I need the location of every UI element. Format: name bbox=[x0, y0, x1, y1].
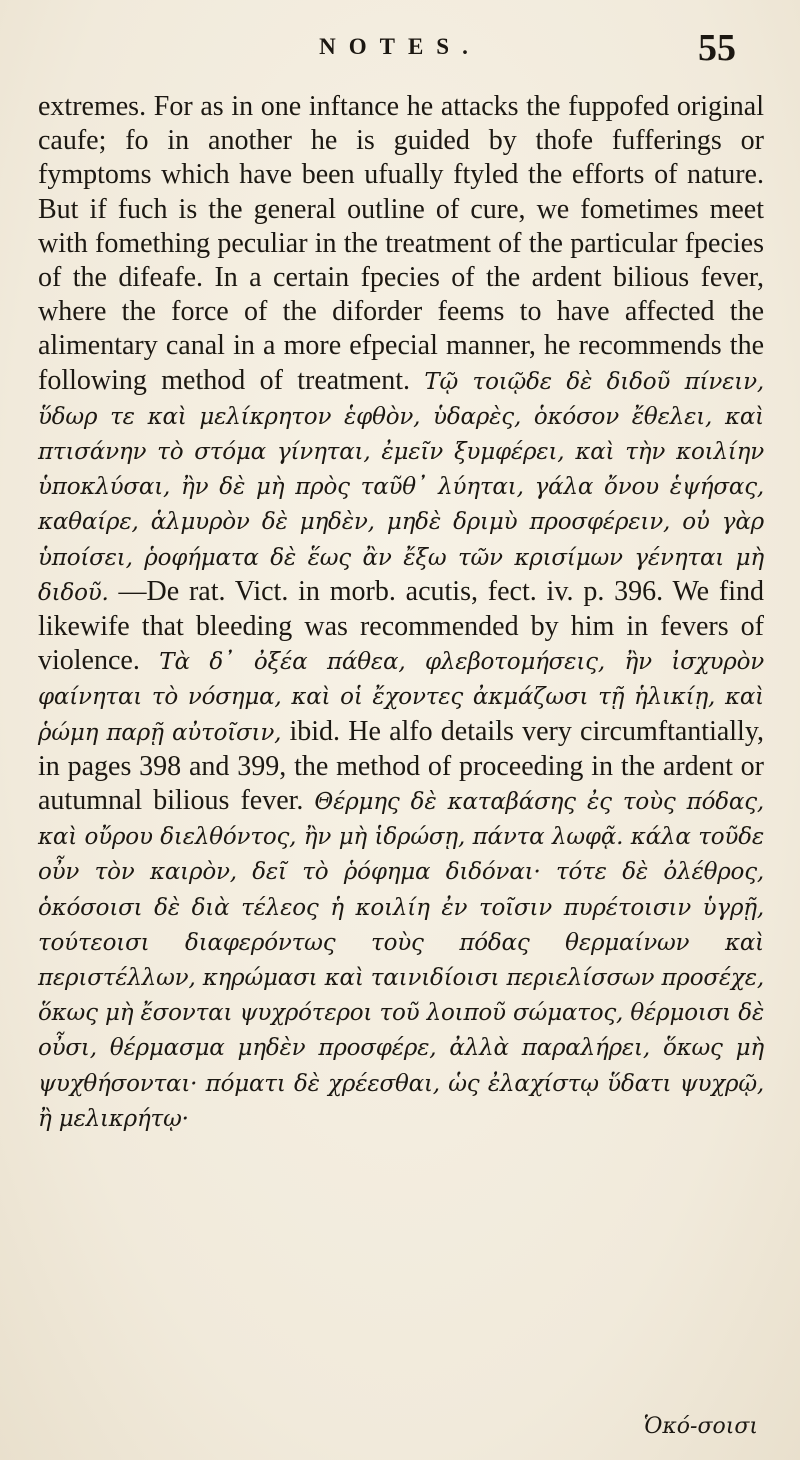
notes-paragraph bbox=[38, 90, 764, 1136]
english-text-2: —De rat. Vict. in morb. acutis, fect. iv. p. 396. We find likewife that bleeding was recommended by him in fevers of violence. bbox=[38, 575, 765, 677]
running-head: NOTES. bbox=[319, 34, 481, 59]
english-text-3: ibid. He alfo details very circumftantially, in pages 398 and 399, the method of proceeding in the ardent or autumnal bilious fever. bbox=[38, 715, 765, 817]
notes-body bbox=[38, 90, 764, 1136]
greek-quotation-3: Θέρμης δὲ καταβάσης ἐς τοὺς πόδας, καὶ οὔρου διελθόντος, ἢν μὴ ἱδρώσῃ, πάντα λωφᾷ. κάλα τοῦδε οὖν τὸν καιρὸν, δεῖ τὸ ῥόφημα διδόναι· τότε δὲ ὀλέθρος, ὁκόσοισι δὲ διὰ τέλεος ἡ κοιλίη ἐν τοῖσιν πυρέτοισιν ὑγρῇ, τούτεοισι διαφερόντως τοὺς πόδας θερμαίνων καὶ περιστέλλων, κηρώμασι καὶ ταινιδίοισι περιελίσσων προσέχε, ὅκως μὴ ἔσονται ψυχρότεροι τοῦ λοιποῦ σώματος, θέρμοισι δὲ οὖσι, θέρμασμα μηδὲν προσφέρε, ἀλλὰ παραλήρει, ὅκως μὴ ψυχθήσονται· πόματι δὲ χρέεσθαι, ὡς ἐλαχίστῳ ὕδατι ψυχρῷ, ἢ μελικρήτῳ· bbox=[38, 789, 764, 1132]
greek-quotation-2: Τὰ δ᾽ ὀξέα πάθεα, φλεβοτομήσεις, ἢν ἰσχυρὸν φαίνηται τὸ νόσημα, καὶ οἱ ἔχοντες ἀκμάζωσι τῇ ἡλικίῃ, καὶ ῥώμη παρῇ αὐτοῖσιν, bbox=[38, 649, 765, 746]
greek-quotation-1: Τῷ τοιῷδε δὲ διδοῦ πίνειν, ὕδωρ τε καὶ μελίκρητον ἑφθὸν, ὑδαρὲς, ὁκόσον ἔθελει, καὶ πτισάνην τὸ στόμα γίνηται, ἐμεῖν ξυμφέρει, καὶ τὴν κοιλίην ὑποκλύσαι, ἢν δὲ μὴ πρὸς ταῦθ᾽ λύηται, γάλα ὄνου ἑψήσας, καθαίρε, ἁλμυρὸν δὲ μηδὲν, μηδὲ δριμὺ προσφέρειν, οὐ γὰρ ὑποίσει, ῥοφήματα δὲ ἕως ἂν ἔξω τῶν κρισίμων γένηται μὴ διδοῦ. bbox=[38, 368, 765, 606]
page-header bbox=[0, 14, 800, 84]
english-text-1: extremes. For as in one inftance he attacks the fuppofed original caufe; fo in another he is guided by thofe fufferings or fymptoms which have been ufually ftyled the efforts of nature. But if fuch is the general outline of cure, we fometimes meet with fomething peculiar in the treatment of the particular fpecies of the difeafe. In a certain fpecies of the ardent bilious fever, where the force of the diforder feems to have affected the alimentary canal in a more efpecial manner, he recommends the following method of treatment. bbox=[38, 91, 764, 396]
page-number: 55 bbox=[698, 27, 736, 69]
catchword: Ὁκό-σοισι bbox=[643, 1414, 758, 1439]
